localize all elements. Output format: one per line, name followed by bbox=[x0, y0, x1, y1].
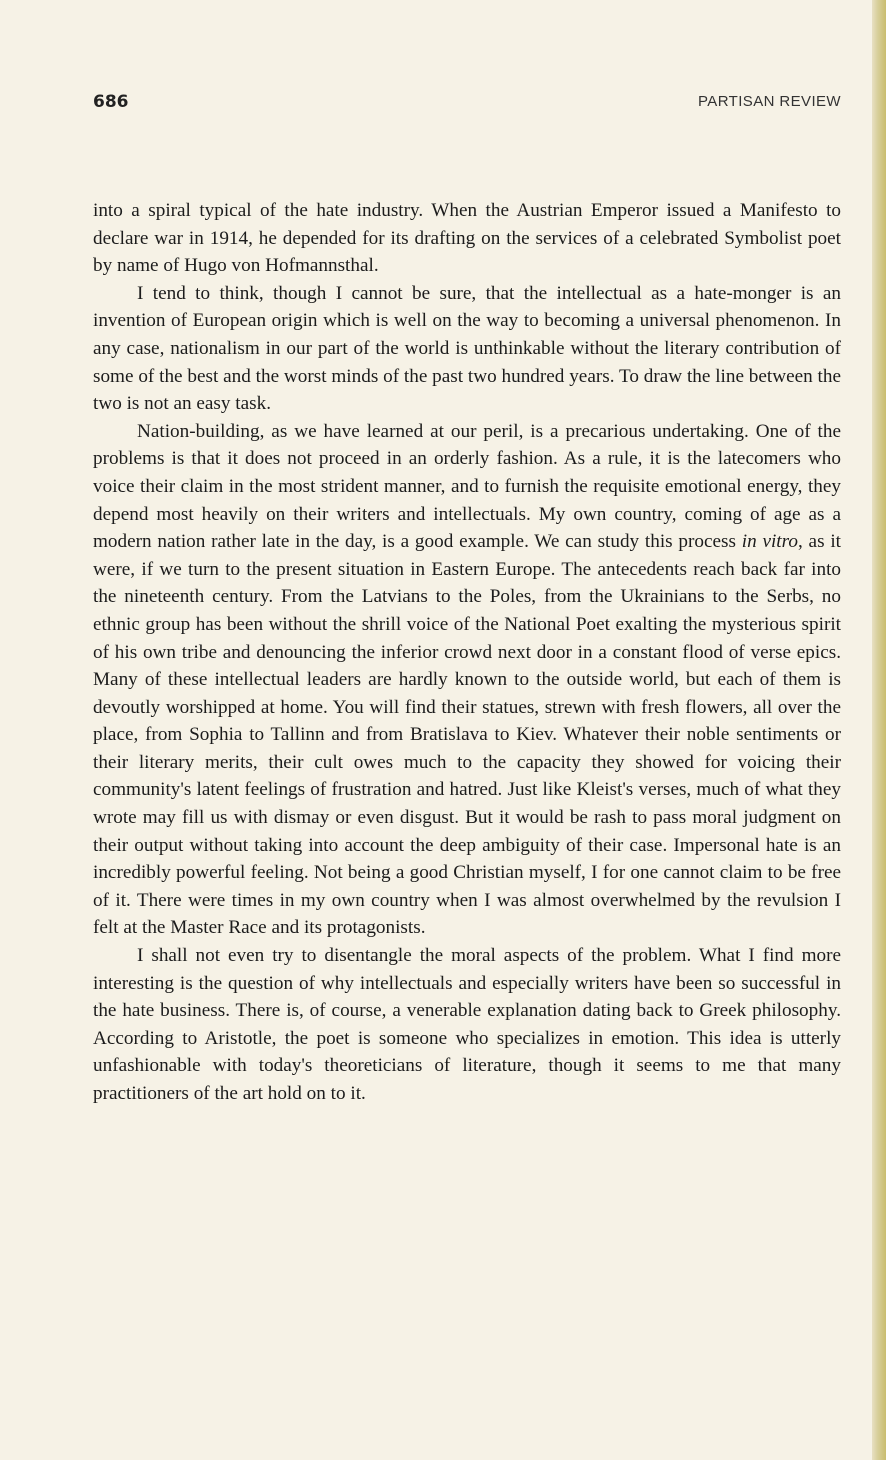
paragraph-text: , as it were, if we turn to the present situation in Eastern Europe. The antecedents reach back far into the nineteenth century. From the Latvians to the Poles, from the Ukrainians to the Serbs, no ethnic group has been without the shrill voice of the National Poet exalting the mysterious spirit of his own tribe and denouncing the inferior crowd next door in a constant flood of verse epics. Many of these intellectual leaders are hardly known to the outside world, but each of them is devoutly worshipped at home. You will find their statues, strewn with fresh flowers, all over the place, from Sophia to Tallinn and from Bratislava to Kiev. Whatever their noble sentiments or their literary merits, their cult owes much to the capacity they showed for voicing their community's latent feelings of frustration and hatred. Just like Kleist's verses, much of what they wrote may fill us with dismay or even disgust. But it would be rash to pass moral judgment on their output without taking into account the deep ambiguity of their case. Impersonal hate is an incredibly powerful feeling. Not being a good Christian myself, I for one cannot claim to be free of it. There were times in my own country when I was almost overwhelmed by the revulsion I felt at the Master Race and its protagonists. bbox=[93, 531, 841, 939]
body-text bbox=[93, 197, 841, 1108]
paragraph-text: Nation-building, as we have learned at our peril, is a precarious undertaking. One of the problems is that it does not proceed in an orderly fashion. As a rule, it is the latecomers who voice their claim in the most strident manner, and to furnish the requisite emotional energy, they depend most heavily on their writers and intellectuals. My own country, coming of age as a modern nation rather late in the day, is a good example. We can study this process bbox=[93, 420, 841, 553]
page-number: 686 bbox=[93, 92, 129, 112]
paragraph-text: I shall not even try to disentangle the moral aspects of the problem. What I find more interesting is the question of why intellectuals and especially writers have been so successful in the hate business. There is, of course, a venerable explanation dating back to Greek philosophy. According to Aristotle, the poet is someone who specializes in emotion. This idea is utterly unfashionable with today's theoreticians of literature, though it seems to me that many practitioners of the art hold on to it. bbox=[93, 945, 841, 1104]
page-header bbox=[93, 92, 841, 118]
paragraph-3 bbox=[93, 418, 841, 942]
running-head: PARTISAN REVIEW bbox=[698, 93, 841, 110]
paragraph-2 bbox=[93, 280, 841, 418]
paragraph-4 bbox=[93, 942, 841, 1108]
paragraph-text: I tend to think, though I cannot be sure, that the intellectual as a hate-monger is an invention of European origin which is well on the way to becoming a universal phenomenon. In any case, nationalism in our part of the world is unthinkable without the literary contribution of some of the best and the worst minds of the past two hundred years. To draw the line between the two is not an easy task. bbox=[93, 282, 841, 415]
paragraph-1 bbox=[93, 197, 841, 280]
paragraph-text: into a spiral typical of the hate industry. When the Austrian Emperor issued a Manifesto to declare war in 1914, he depended for its drafting on the services of a celebrated Symbolist poet by name of Hugo von Hofmannsthal. bbox=[93, 200, 841, 277]
page-edge-shadow bbox=[872, 0, 886, 1460]
italic-phrase: in vitro bbox=[741, 531, 798, 553]
